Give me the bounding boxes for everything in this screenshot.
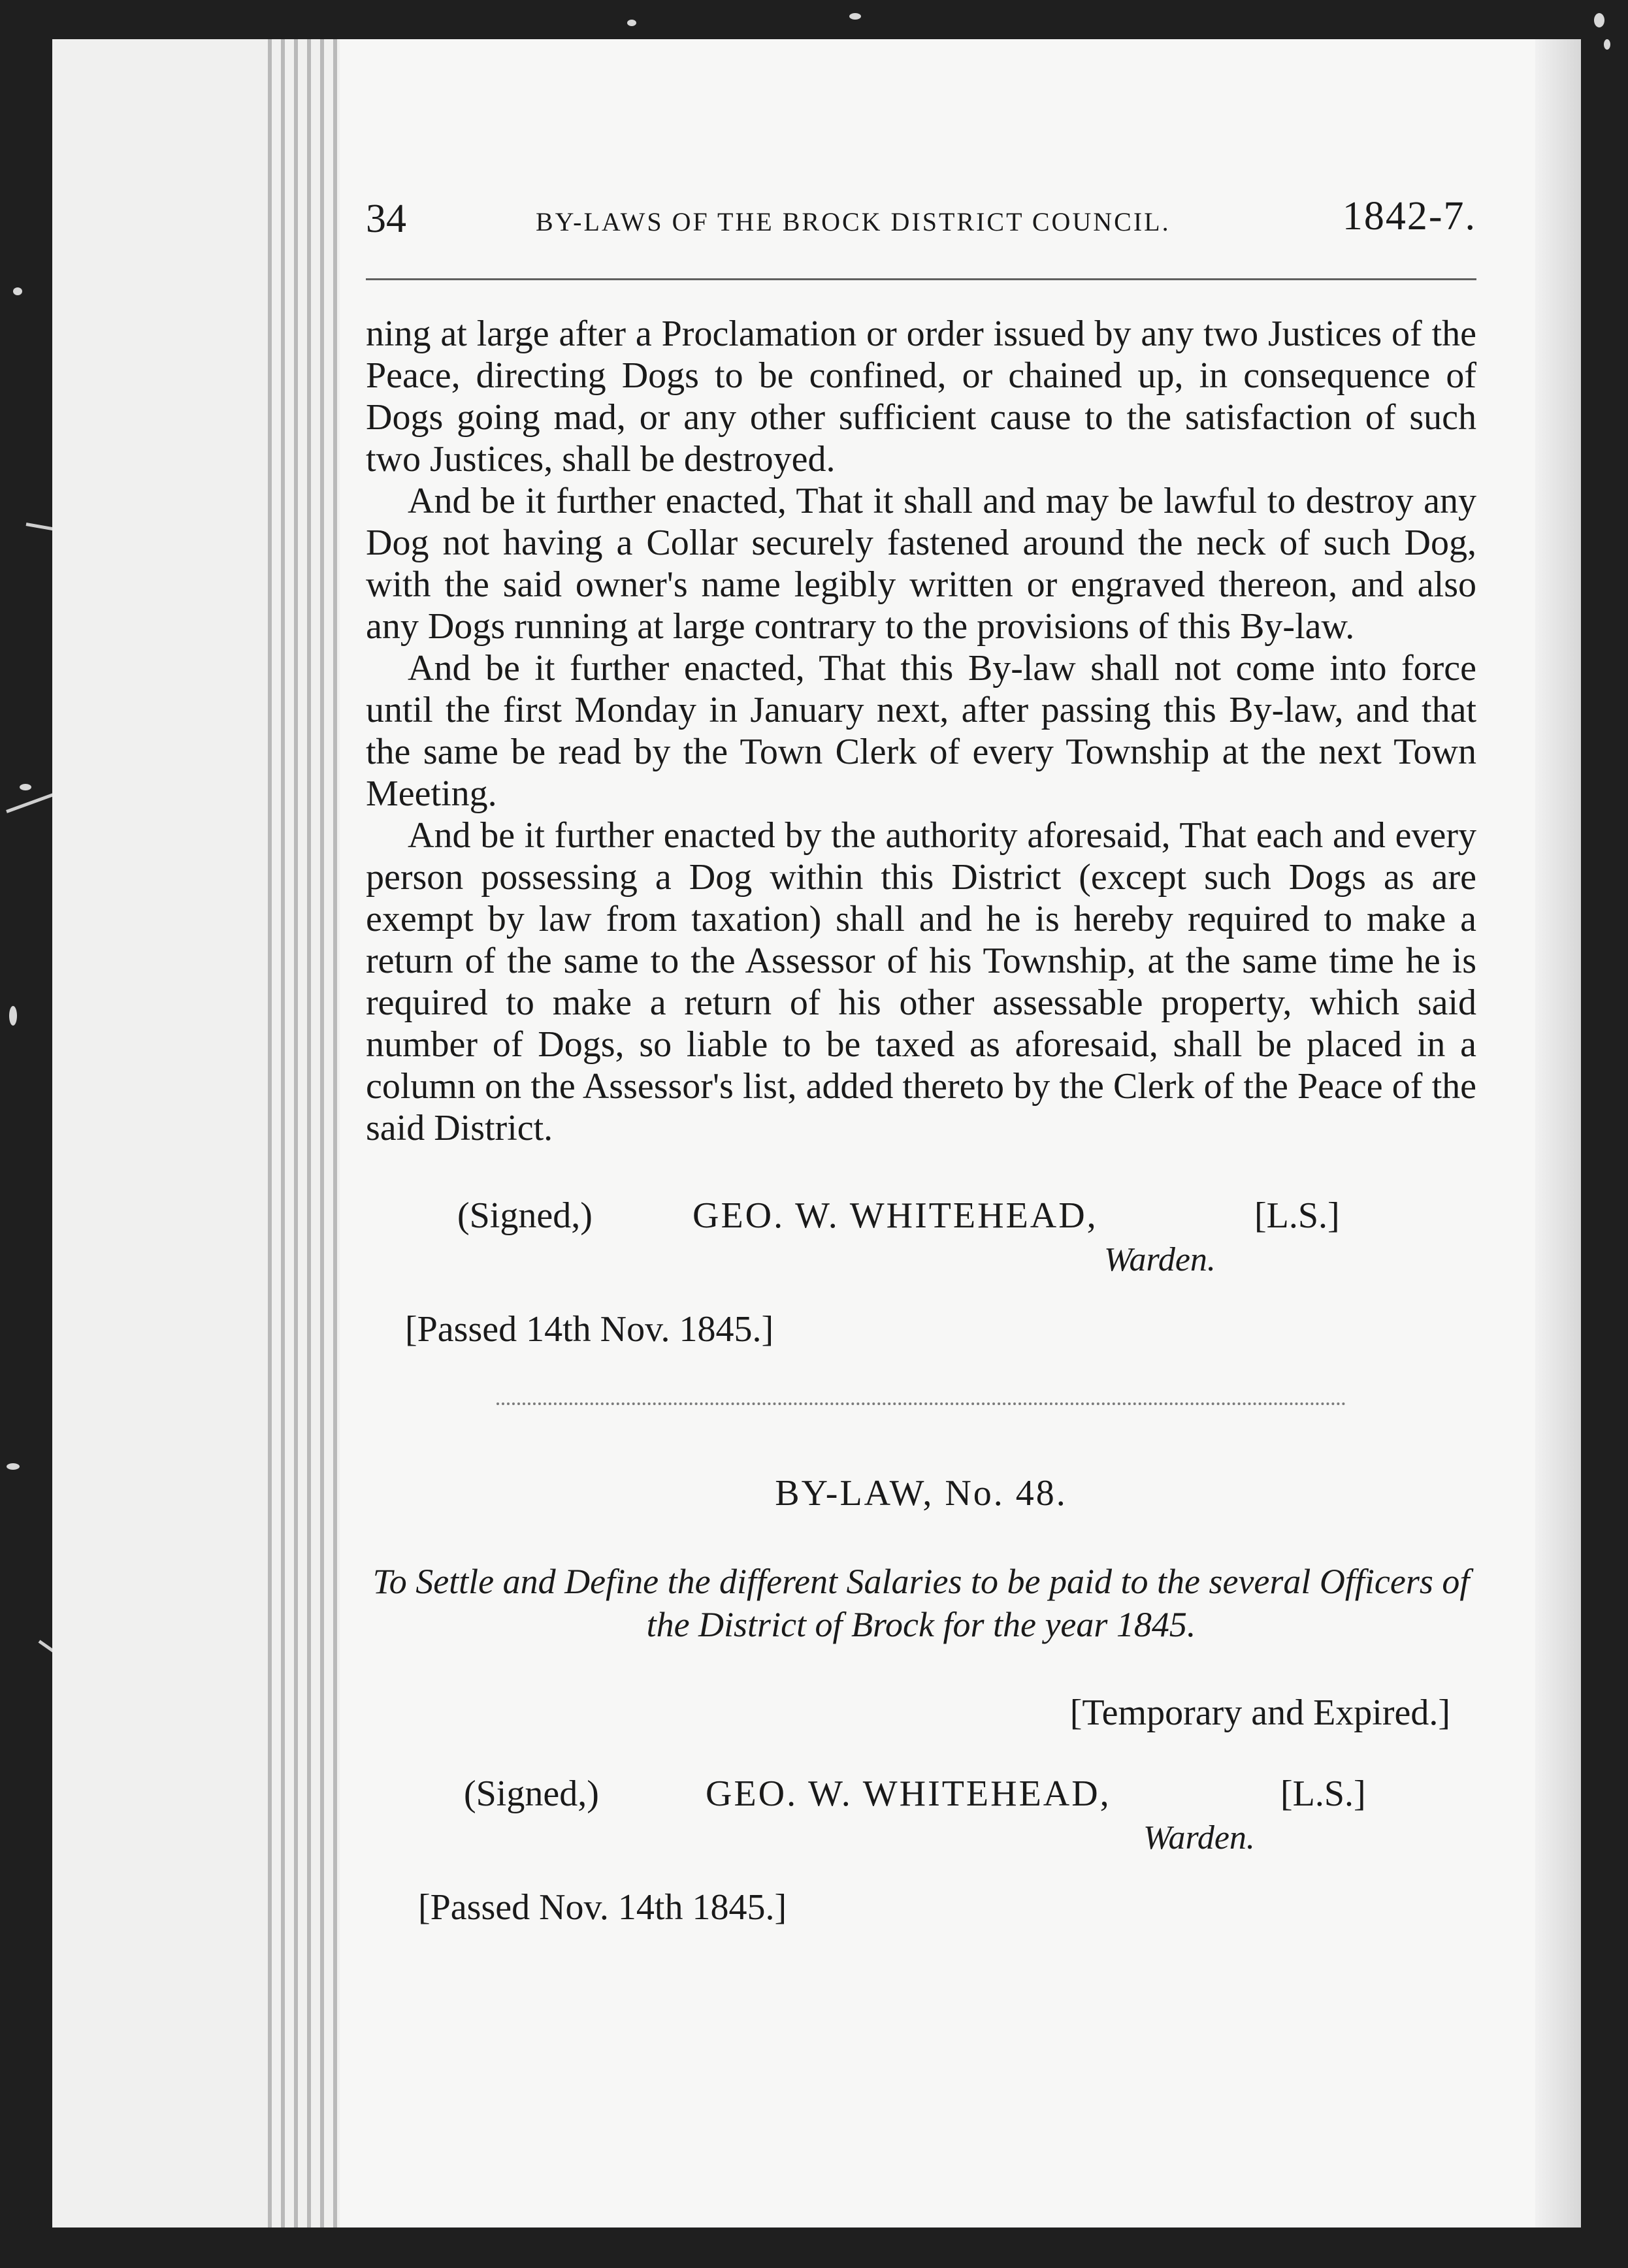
page-edge [320, 39, 324, 2228]
bylaw-subtitle: To Settle and Define the different Salaries to be paid to the several Officers of the District of Brock for the year 1845. [372, 1562, 1470, 1644]
page-shadow [1535, 39, 1581, 2228]
header-rule [366, 278, 1476, 280]
running-head-years: 1842-7. [1342, 194, 1476, 238]
scan-speck [7, 1463, 20, 1470]
seal-mark: [L.S.] [1280, 1774, 1366, 1814]
page-edge [307, 39, 311, 2228]
signature-block [366, 1773, 1476, 1825]
signatory-title: Warden. [1104, 1241, 1216, 1278]
body-paragraph: And be it further enacted by the authority aforesaid, That each and every person possessing a Dog within this District (except such Dogs as are exempt by law from taxation) shall and he is hereby required to make a return of the same to the Assessor of his Township, at the same time he is required to make a return of his other assessable property, which said number of Dogs, so liable to be taxed as aforesaid, shall be placed in a column on the Assessor's list, added thereto by the Clerk of the Peace of the said District. [366, 815, 1476, 1148]
body-paragraph: And be it further enacted, That it shall and may be lawful to destroy any Dog not having a Collar securely fastened around the neck of such Dog, with the said owner's name legibly written or engraved thereon, and also any Dogs running at large contrary to the provisions of this By-law. [366, 481, 1476, 647]
scan-speck [13, 287, 22, 295]
scan-speck [849, 13, 861, 20]
signed-label: (Signed,) [464, 1774, 599, 1814]
signatory-name: GEO. W. WHITEHEAD, [692, 1195, 1098, 1236]
bylaw-status: [Temporary and Expired.] [1069, 1693, 1450, 1733]
scan-speck [627, 20, 636, 26]
bylaw-heading: BY-LAW, No. 48. [775, 1473, 1067, 1514]
page-edge [333, 39, 337, 2228]
signatory-title: Warden. [1143, 1819, 1255, 1856]
passed-date: [Passed Nov. 14th 1845.] [418, 1887, 787, 1928]
page-edge [281, 39, 285, 2228]
page-number: 34 [366, 197, 406, 241]
page-edge [294, 39, 298, 2228]
signature-block [366, 1195, 1476, 1247]
signed-label: (Signed,) [457, 1195, 593, 1236]
body-paragraph: ning at large after a Proclamation or order issued by any two Justices of the Peace, directing Dogs to be confined, or chained up, in consequence of Dogs going mad, or any other sufficient cause to the satisfaction of such two Justices, shall be destroyed. [366, 314, 1476, 479]
section-divider [497, 1402, 1346, 1407]
running-head [366, 183, 1476, 255]
scan-speck [1594, 13, 1604, 27]
scan-speck [20, 784, 31, 790]
passed-date: [Passed 14th Nov. 1845.] [405, 1309, 774, 1350]
signatory-name: GEO. W. WHITEHEAD, [706, 1774, 1111, 1814]
page-edge [268, 39, 272, 2228]
scan-speck [1604, 39, 1610, 50]
page-content [366, 183, 1476, 1928]
running-head-title: BY-LAWS OF THE BROCK DISTRICT COUNCIL. [536, 207, 1171, 236]
seal-mark: [L.S.] [1254, 1195, 1340, 1236]
body-paragraph: And be it further enacted, That this By-law shall not come into force until the first Monday in January next, after passing this By-law, and that the same be read by the Town Clerk of every Township at the next Town Meeting. [366, 648, 1476, 814]
scan-speck [9, 1006, 17, 1026]
